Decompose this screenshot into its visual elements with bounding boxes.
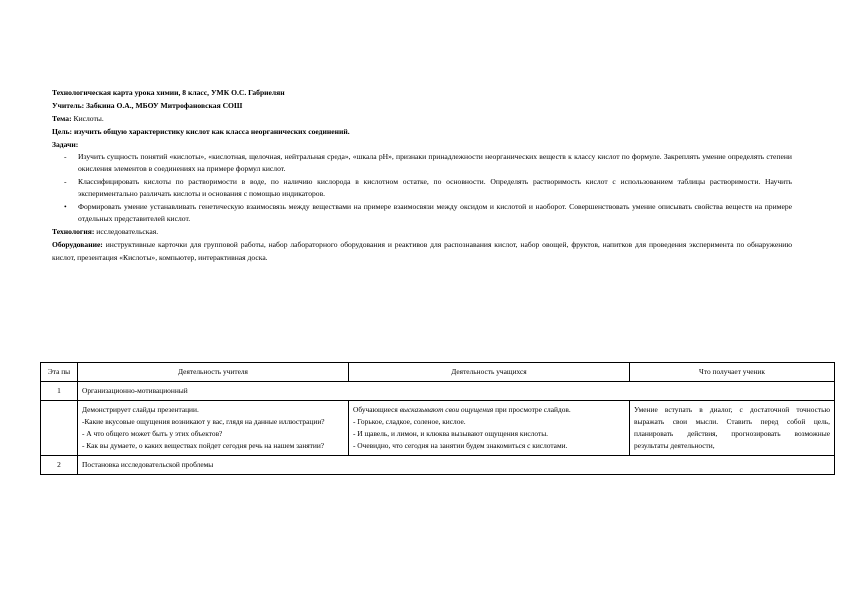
stage-title: Организационно-мотивационный (78, 382, 835, 401)
task-bullet: - (64, 152, 67, 161)
stage-number: 2 (41, 456, 78, 475)
teacher-activity-item: - Как вы думаете, о каких веществах пойдет сегодня речь на нашем занятии? (82, 441, 325, 450)
doc-title-line-1: Технологическая карта урока химии, 8 класс, УМК О.С. Габриелян (52, 88, 285, 97)
task-bullet: - (64, 176, 67, 186)
table-row (41, 401, 835, 456)
student-outcome-cell: Умение вступать в диалог, с достаточной точностью выражать свои мысли. Ставить перед собой цель, планировать действия, прогнозировать возможные результаты деятельности, (630, 401, 835, 456)
topic-value: Кислоты. (73, 114, 104, 123)
list-item (52, 201, 792, 226)
list-item (52, 151, 792, 176)
doc-title-line-2: Учитель: Забкина О.А., МБОУ Митрофановская СОШ (52, 101, 243, 110)
student-activity-item: - Горькое, сладкое, соленое, кислое. (353, 417, 466, 426)
goal-label: Цель: (52, 127, 73, 136)
teacher-activity-title: Демонстрирует слайды презентации. (82, 405, 199, 414)
stage-title: Постановка исследовательской проблемы (78, 456, 835, 475)
student-activity-item: - Очевидно, что сегодня на занятии будем знакомиться с кислотами. (353, 441, 568, 450)
task-text: Изучить сущность понятий «кислоты», «кислотная, щелочная, нейтральная среда», «шкала рН», признаки принадлежности неорганических веществ к классу кислот по формуле. Закреплять умение определять степени окисления элементов в соединениях на примере формул кислот. (78, 152, 792, 174)
technology-value: исследовательская. (96, 227, 159, 237)
lesson-plan-table (40, 362, 835, 475)
equipment-line (52, 238, 792, 264)
stage-number (41, 401, 78, 456)
student-activity-cell (349, 401, 630, 456)
topic-line (52, 112, 792, 125)
student-title-prefix: Обучающиеся (353, 405, 398, 414)
goal-value: изучить общую характеристику кислот как класса неорганических соединений. (74, 127, 350, 136)
teacher-activity-item: -Какие вкусовые ощущения возникают у вас, глядя на данные иллюстрации? (82, 417, 325, 426)
task-bullet: • (64, 201, 67, 211)
tasks-list (52, 151, 792, 225)
column-header-teacher: Деятельность учителя (78, 363, 349, 382)
goal-line (52, 125, 792, 138)
equipment-label: Оборудование: (52, 240, 103, 250)
student-title-suffix: при просмотре слайдов. (495, 405, 571, 414)
column-header-students: Деятельность учащихся (349, 363, 630, 382)
table-row (41, 382, 835, 401)
stage-number: 1 (41, 382, 78, 401)
technology-label: Технология: (52, 227, 95, 237)
teacher-activity-item: - А что общего может быть у этих объектов? (82, 429, 223, 438)
student-activity-title (353, 404, 625, 416)
technology-line (52, 225, 792, 238)
equipment-value: инструктивные карточки для групповой работы, набор лабораторного оборудования и реактивов для распознавания кислот, набор овощей, фруктов, напитков для проведения эксперимента по обнаружению кислот, презентация «Кислоты», компьютер, интерактивная доска. (52, 240, 792, 263)
tasks-label: Задачи: (52, 140, 79, 149)
document-header-block (52, 86, 792, 264)
teacher-activity-cell (78, 401, 349, 456)
student-activity-item: - И щавель, и лимон, и клюква вызывают ощущения кислоты. (353, 429, 549, 438)
list-item (52, 176, 792, 201)
column-header-stage: Эта пы (41, 363, 78, 382)
table-row (41, 456, 835, 475)
task-text: Формировать умение устанавливать генетическую взаимосвязь между веществами на примере взаимосвязи между оксидом и кислотой и наоборот. Совершенствовать умение описывать свойства веществ на примере отдельных представителей кислот. (78, 201, 792, 224)
topic-label: Тема: (52, 114, 72, 123)
table-header-row (41, 363, 835, 382)
task-text: Классифицировать кислоты по растворимости в воде, по наличию кислорода в кислотном остатке, по основности. Определять растворимость кислот с использованием таблицы растворимости. Научить экспериментально различать кислоты и основания с помощью индикаторов. (78, 176, 792, 199)
column-header-result: Что получает ученик (630, 363, 835, 382)
student-title-emphasis: высказывают свои ощущения (399, 405, 494, 414)
